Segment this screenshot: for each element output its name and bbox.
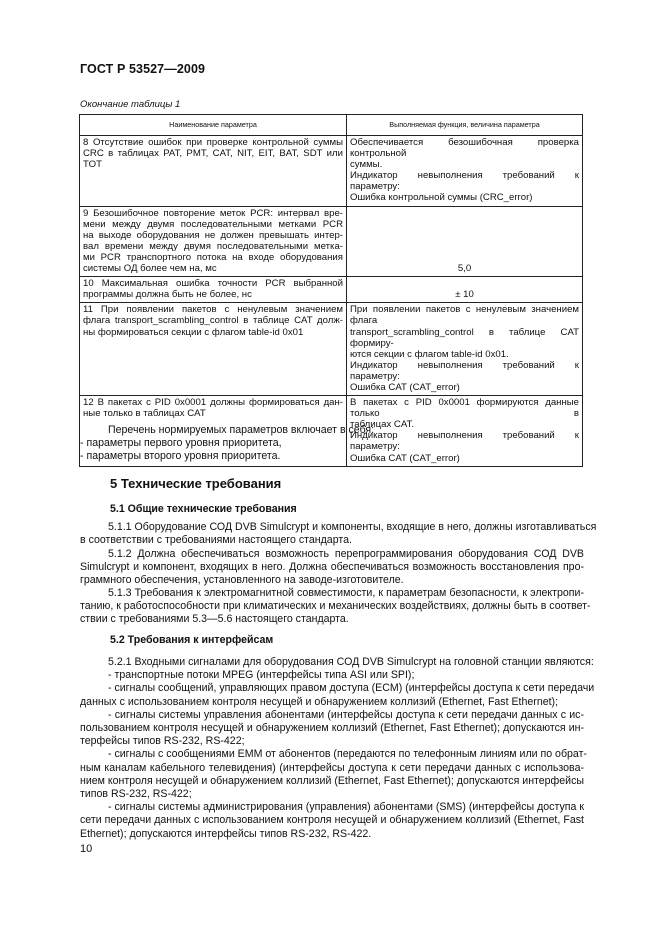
- table-row: [80, 277, 583, 303]
- column-header-value: Выполняемая функция, величина параметра: [347, 115, 583, 136]
- row-9-parameter: 9 Безошибочное повторение меток PCR: интервал вре- мени между двумя последовательными метками PCR на выходе оборудования не должен превышать интер- вал времени между двумя последовательными метка- ми PCR транспортного потока на входе оборудования системы ОД более чем на, мс: [80, 206, 347, 277]
- list-intro: Перечень нормируемых параметров включает в себя:: [108, 424, 375, 436]
- paragraph-5-2-1: 5.2.1 Входными сигналами для оборудования СОД DVB Simulcrypt на головной станции являются: - транспортные потоки MPEG (интерфейсы типа ASI или SPI); - сигналы сообщений, управляющих правом доступа (ECM) (интерфейсы доступа к сети передачи данных с использованием контроля несущей и обнаружением коллизий (Ethernet, Fast Ethernet); - сигналы системы управления абонентами (интерфейсы доступа к сети передачи данных с ис- пользованием контроля несущей и обнаружением коллизий (Ethernet, Fast Ethernet); допускаются ин- терфейсы типов RS-232, RS-422; - сигналы с сообщениями EMM от абонентов (передаются по телефонным линиям или по обрат- ным каналам кабельного телевидения) (интерфейсы доступа к сети передачи данных с использова- нием контроля несущей и обнаружением коллизий (Ethernet, Fast Ethernet); допускаются интерфейсы типов RS-232, RS-422; - сигналы системы администрирования (управления) абонентами (SMS) (интерфейсы доступа к сети передачи данных с использованием контроля несущей и обнаружением коллизий (Ethernet, Fast Ethernet); допускаются интерфейсы типов RS-232, RS-422.: [80, 656, 595, 840]
- page-number: 10: [80, 843, 93, 855]
- column-header-parameter: Наименование параметра: [80, 115, 347, 136]
- parameters-table: [79, 114, 583, 467]
- table-row: [80, 206, 583, 277]
- row-8-parameter: 8 Отсутствие ошибок при проверке контрольной суммы CRC в таблицах PAT, PMT, CAT, NIT, EIT, BAT, SDT или TOT: [80, 136, 347, 207]
- row-10-parameter: 10 Максимальная ошибка точности PCR выбранной программы должна быть не более, нс: [80, 277, 347, 303]
- row-12-parameter: 12 В пакетах с PID 0x0001 должны формироваться дан- ные только в таблицах CAT: [80, 396, 347, 467]
- row-10-value: ± 10: [347, 277, 583, 303]
- table-row: [80, 136, 583, 207]
- paragraph-5-1-3: 5.1.3 Требования к электромагнитной совместимости, к параметрам безопасности, к электропи- танию, к работоспособности при климатических и механических воздействиях, должны быть в соответ- ствии с требованиями 5.3—5.6 настоящего стандарта.: [80, 587, 591, 626]
- table-caption: Окончание таблицы 1: [80, 99, 181, 110]
- norm-parameters-list: [80, 424, 374, 464]
- table-row: [80, 303, 583, 396]
- table-header-row: [80, 115, 583, 136]
- paragraph-5-1-1: 5.1.1 Оборудование СОД DVB Simulcrypt и компоненты, входящие в него, должны изготавливаться в соответствии с требованиями настоящего стандарта.: [80, 521, 597, 547]
- subsection-title-5-2: 5.2 Требования к интерфейсам: [110, 634, 274, 646]
- row-8-value: Обеспечивается безошибочная проверка контрольной суммы. Индикатор невыполнения требований к параметру: Ошибка контрольной суммы (CRC_error): [347, 136, 583, 207]
- standard-designation: ГОСТ Р 53527—2009: [80, 62, 206, 76]
- paragraph-5-1-2: 5.1.2 Должна обеспечиваться возможность перепрограммирования оборудования СОД DVB Simulcrypt и компонент, входящих в него. Должна обеспечиваться возможность восстановления про- граммного обеспечения, установленного на заводе-изготовителе.: [80, 548, 584, 587]
- row-12-value: В пакетах с PID 0x0001 формируются данные только в таблицах CAT. Индикатор невыполнения требований к параметру: Ошибка CAT (CAT_error): [347, 396, 583, 467]
- list-item: - параметры второго уровня приоритета.: [80, 450, 281, 463]
- subsection-title-5-1: 5.1 Общие технические требования: [110, 503, 297, 515]
- row-9-value: 5,0: [347, 206, 583, 277]
- row-11-parameter: 11 При появлении пакетов с ненулевым значением флага transport_scrambling_control в таблице CAT долж- ны формироваться секции с флагом table-id 0x01: [80, 303, 347, 396]
- section-title: 5 Технические требования: [110, 476, 282, 491]
- row-11-value: При появлении пакетов с ненулевым значением флага transport_scrambling_control в таблице CAT формиру- ются секции с флагом table-id 0x01. Индикатор невыполнения требований к параметру: Ошибка CAT (CAT_error): [347, 303, 583, 396]
- list-item: - параметры первого уровня приоритета,: [80, 437, 282, 450]
